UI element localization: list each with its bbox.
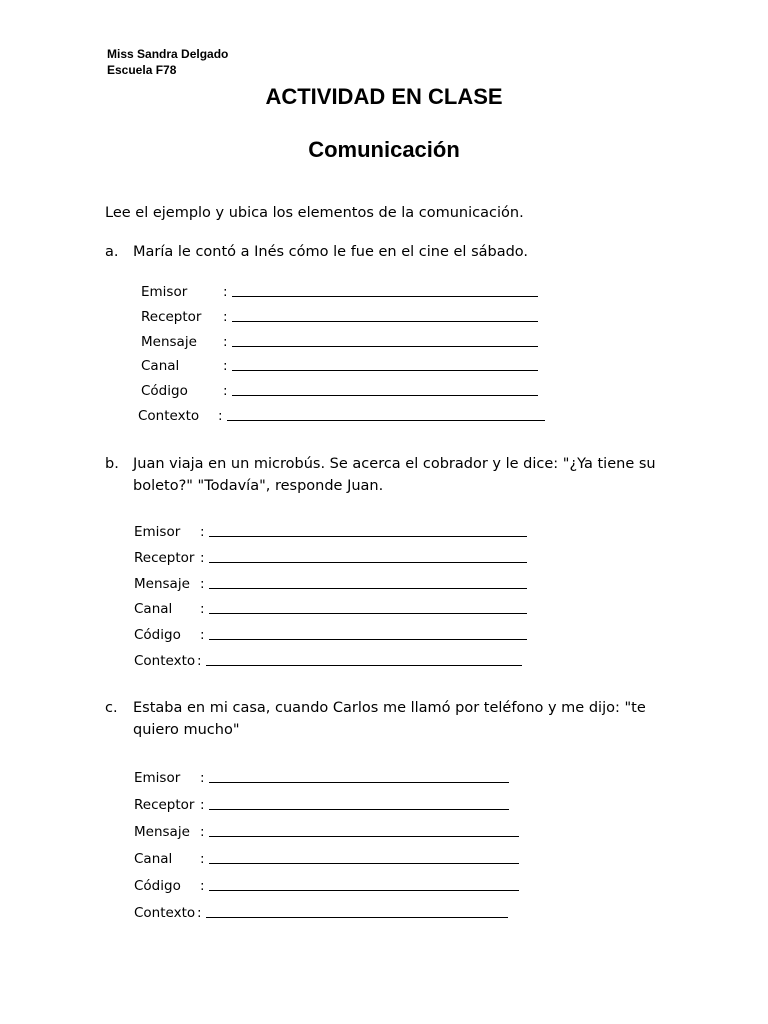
field-colon: : bbox=[200, 770, 205, 786]
answer-field-emisor[interactable] bbox=[134, 524, 527, 540]
answer-field-emisor[interactable] bbox=[141, 284, 538, 300]
instruction-text: Lee el ejemplo y ubica los elementos de la comunicación. bbox=[105, 205, 524, 221]
question-text: María le contó a Inés cómo le fue en el cine el sábado. bbox=[133, 244, 529, 260]
field-label: Canal bbox=[134, 851, 173, 867]
field-colon: : bbox=[223, 309, 228, 325]
field-colon: : bbox=[200, 797, 205, 813]
page-title: ACTIVIDAD EN CLASE bbox=[265, 84, 503, 109]
answer-field-codigo[interactable] bbox=[134, 878, 519, 894]
field-label: Receptor bbox=[134, 797, 195, 813]
field-colon: : bbox=[200, 627, 205, 643]
answer-line[interactable] bbox=[209, 535, 527, 537]
field-label: Receptor bbox=[141, 309, 202, 325]
field-colon: : bbox=[200, 576, 205, 592]
answer-field-canal[interactable] bbox=[134, 851, 519, 867]
answer-line[interactable] bbox=[209, 781, 509, 783]
answer-field-contexto[interactable] bbox=[138, 408, 545, 424]
field-label: Canal bbox=[134, 601, 173, 617]
field-label: Emisor bbox=[134, 524, 181, 540]
teacher-name: Miss Sandra Delgado bbox=[107, 47, 229, 61]
question-a bbox=[105, 241, 685, 263]
answer-line[interactable] bbox=[209, 587, 527, 589]
answer-line[interactable] bbox=[232, 295, 538, 297]
answer-line[interactable] bbox=[232, 320, 538, 322]
question-c bbox=[105, 697, 685, 738]
field-colon: : bbox=[200, 878, 205, 894]
field-colon: : bbox=[197, 653, 202, 669]
question-letter: a. bbox=[105, 244, 119, 260]
question-text: Estaba en mi casa, cuando Carlos me llamó por teléfono y me dijo: "te quiero mucho" bbox=[133, 700, 646, 738]
page-subtitle: Comunicación bbox=[308, 137, 460, 162]
answer-line[interactable] bbox=[209, 612, 527, 614]
field-colon: : bbox=[218, 408, 223, 424]
answer-field-canal[interactable] bbox=[141, 358, 538, 374]
field-colon: : bbox=[223, 334, 228, 350]
question-letter: c. bbox=[105, 700, 118, 716]
question-letter: b. bbox=[105, 456, 119, 472]
field-colon: : bbox=[200, 824, 205, 840]
answer-field-receptor[interactable] bbox=[134, 550, 527, 566]
answer-line[interactable] bbox=[209, 889, 519, 891]
field-label: Código bbox=[134, 627, 181, 643]
answer-field-contexto[interactable] bbox=[134, 905, 508, 921]
answer-line[interactable] bbox=[209, 835, 519, 837]
answer-line[interactable] bbox=[209, 808, 509, 810]
field-label: Contexto bbox=[134, 905, 196, 921]
answer-line[interactable] bbox=[209, 561, 527, 563]
answer-field-canal[interactable] bbox=[134, 601, 527, 617]
field-label: Contexto bbox=[134, 653, 196, 669]
field-colon: : bbox=[200, 851, 205, 867]
field-colon: : bbox=[200, 550, 205, 566]
answer-field-mensaje[interactable] bbox=[141, 334, 538, 350]
question-text: Juan viaja en un microbús. Se acerca el cobrador y le dice: "¿Ya tiene su boleto?" "Todavía", responde Juan. bbox=[133, 456, 656, 494]
answer-line[interactable] bbox=[206, 916, 508, 918]
question-b bbox=[105, 453, 685, 494]
school-name: Escuela F78 bbox=[107, 63, 177, 77]
answer-line[interactable] bbox=[232, 369, 538, 371]
answer-line[interactable] bbox=[209, 862, 519, 864]
header bbox=[107, 46, 228, 78]
answer-field-mensaje[interactable] bbox=[134, 824, 519, 840]
answer-line[interactable] bbox=[206, 664, 522, 666]
answer-line[interactable] bbox=[227, 419, 545, 421]
answer-field-mensaje[interactable] bbox=[134, 576, 527, 592]
answer-field-emisor[interactable] bbox=[134, 770, 509, 786]
field-label: Código bbox=[134, 878, 181, 894]
answer-field-codigo[interactable] bbox=[134, 627, 527, 643]
field-label: Contexto bbox=[138, 408, 200, 424]
answer-field-contexto[interactable] bbox=[134, 653, 522, 669]
field-label: Mensaje bbox=[134, 576, 190, 592]
field-colon: : bbox=[200, 601, 205, 617]
field-colon: : bbox=[197, 905, 202, 921]
answer-line[interactable] bbox=[232, 345, 538, 347]
field-label: Código bbox=[141, 383, 188, 399]
field-colon: : bbox=[200, 524, 205, 540]
field-label: Mensaje bbox=[134, 824, 190, 840]
field-label: Emisor bbox=[141, 284, 188, 300]
answer-field-receptor[interactable] bbox=[134, 797, 509, 813]
field-label: Mensaje bbox=[141, 334, 197, 350]
answer-line[interactable] bbox=[232, 394, 538, 396]
field-colon: : bbox=[223, 358, 228, 374]
field-label: Canal bbox=[141, 358, 180, 374]
field-label: Receptor bbox=[134, 550, 195, 566]
answer-line[interactable] bbox=[209, 638, 527, 640]
answer-field-codigo[interactable] bbox=[141, 383, 538, 399]
answer-field-receptor[interactable] bbox=[141, 309, 538, 325]
field-colon: : bbox=[223, 383, 228, 399]
field-label: Emisor bbox=[134, 770, 181, 786]
field-colon: : bbox=[223, 284, 228, 300]
